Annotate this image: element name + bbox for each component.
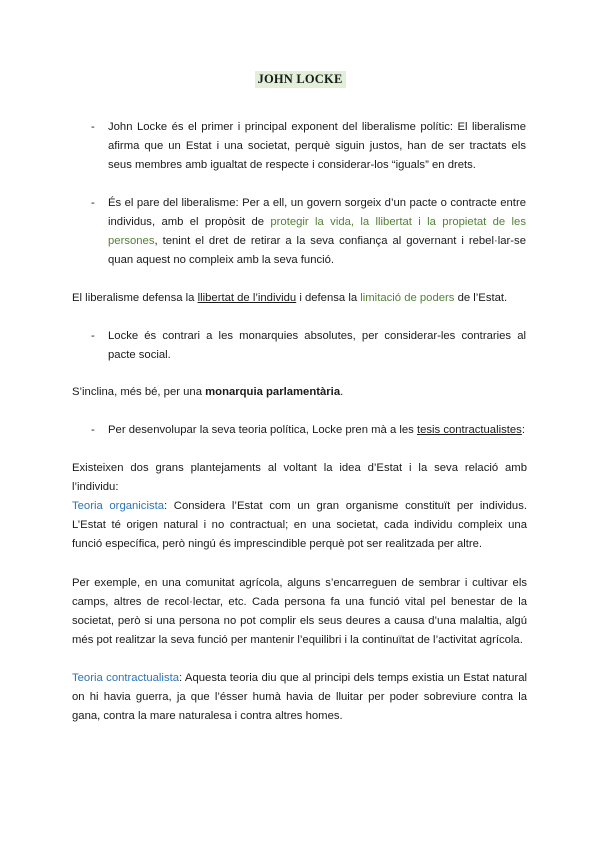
p1-green: limitació de poders bbox=[360, 292, 455, 304]
b4-post: : bbox=[521, 424, 525, 436]
bullet-marker-1: - bbox=[91, 121, 95, 133]
bullet-marker-4: - bbox=[91, 424, 95, 436]
contractualista-label: Teoria contractualista bbox=[72, 672, 180, 684]
paragraph-exemple: Per exemple, en una comunitat agrícola, alguns s’encarreguen de sembrar i cultivar els camps, altres de recol·lectar, etc. Cada persona fa una funció vital pel benestar de la societat, però si una persona no pot complir els seus deures a causa d’una malaltia, algú més pot realitzar la seva funció per mantenir l’equilibri i la continuïtat de l’activitat agrícola. bbox=[72, 577, 527, 646]
bullet-2-green: protegir la vida, la llibertat i la propietat de les persones bbox=[108, 216, 526, 247]
bullet-text-3: Locke és contrari a les monarquies absolutes, per considerar-les contraries al pacte social. bbox=[108, 330, 526, 361]
bullet-text-2 bbox=[108, 194, 526, 270]
p2-bold: monarquia parlamentària bbox=[205, 386, 341, 398]
bullet-2-post: , tenint el dret de retirar a la seva confiança al governant i rebel·lar-se quan aquest no compleix amb la seva funció. bbox=[108, 235, 526, 266]
paragraph-liberalisme bbox=[72, 289, 527, 308]
b4-pre: Per desenvolupar la seva teoria política, Locke pren mà a les bbox=[108, 424, 417, 436]
p1-pre: El liberalisme defensa la bbox=[72, 292, 198, 304]
organicista-label: Teoria organicista bbox=[72, 500, 165, 512]
p1-post: de l’Estat. bbox=[454, 292, 508, 304]
paragraph-plantejaments: Existeixen dos grans plantejaments al voltant la idea d’Estat i la seva relació amb l’individu: bbox=[72, 462, 527, 493]
paragraph-monarquia bbox=[72, 383, 527, 402]
p2-pre: S’inclina, més bé, per una bbox=[72, 386, 206, 398]
paragraph-organicista bbox=[72, 497, 527, 554]
p1-underline: llibertat de l’individu bbox=[197, 292, 297, 304]
bullet-2-pre: És el pare del liberalisme: Per a ell, un govern sorgeix d’un pacte o contracte entre individus, amb el propòsit de bbox=[108, 197, 526, 228]
bullet-marker-2: - bbox=[91, 197, 95, 209]
page-title: JOHN LOCKE bbox=[255, 71, 346, 88]
b4-underline: tesis contractualistes bbox=[416, 424, 522, 436]
p1-mid: i defensa la bbox=[296, 292, 361, 304]
bullet-text-4 bbox=[108, 421, 526, 440]
contractualista-text: : Aquesta teoria diu que al principi dels temps existia un Estat natural on hi havia guerra, ja que l’ésser humà havia de lluitar per poder sobreviure contra la gana, contra la mare naturalesa i contra altres homes. bbox=[72, 672, 527, 722]
p2-post: . bbox=[340, 386, 344, 398]
organicista-text: : Considera l’Estat com un gran organisme constituït per individus. L’Estat té origen natural i no contractual; en una societat, cada individu compleix una funció específica, però ningú és imprescindible perquè pot ser realitzada per altre. bbox=[72, 500, 527, 550]
bullet-text-1: John Locke és el primer i principal exponent del liberalisme polític: El liberalisme afirma que un Estat i una societat, perquè siguin justos, han de ser tractats els seus membres amb igualtat de respecte i considerar-los “iguals” en drets. bbox=[108, 121, 526, 171]
bullet-marker-3: - bbox=[91, 330, 95, 342]
title-wrap bbox=[0, 71, 600, 88]
paragraph-contractualista bbox=[72, 669, 527, 726]
